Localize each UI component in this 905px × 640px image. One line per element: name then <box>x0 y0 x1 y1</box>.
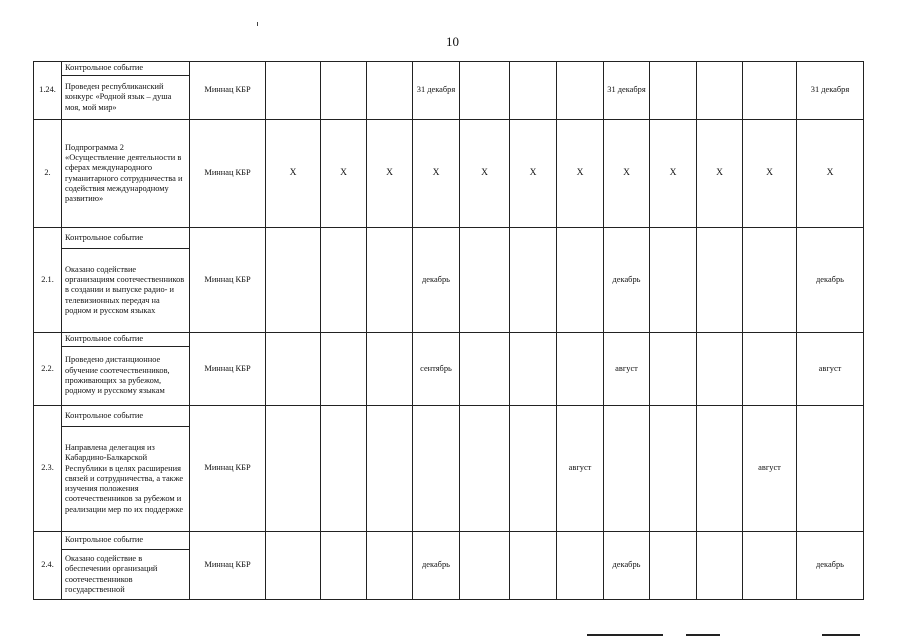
schedule-cell <box>321 228 367 333</box>
schedule-cell: декабрь <box>604 228 650 333</box>
schedule-cell <box>743 62 797 120</box>
schedule-cell: X <box>266 120 321 228</box>
schedule-cell: X <box>797 120 864 228</box>
page-number: 10 <box>446 34 459 49</box>
schedule-cell <box>697 62 743 120</box>
schedule-cell <box>266 62 321 120</box>
event-label: Контрольное событие <box>62 406 190 427</box>
schedule-cell <box>510 333 557 406</box>
row-number: 2.1. <box>34 228 62 333</box>
schedule-cell: X <box>510 120 557 228</box>
schedule-cell <box>460 406 510 532</box>
schedule-cell <box>321 333 367 406</box>
activity-name: Подпрограмма 2 «Осуществление деятельности в сферах международного гуманитарного сотрудничества и содействия международному развитию» <box>62 120 190 228</box>
schedule-cell: X <box>460 120 510 228</box>
schedule-cell <box>321 406 367 532</box>
activity-name: Направлена делегация из Кабардино-Балкарской Республики в целях расширения связей и сотрудничества, а также изучения положения соотечественников за рубежом и реализации мер по их поддержке <box>62 427 190 532</box>
schedule-cell: X <box>650 120 697 228</box>
executor: Миннац КБР <box>190 62 266 120</box>
schedule-cell: X <box>557 120 604 228</box>
schedule-cell: август <box>557 406 604 532</box>
schedule-cell <box>510 532 557 600</box>
schedule-cell <box>557 62 604 120</box>
schedule-cell: декабрь <box>797 228 864 333</box>
schedule-cell <box>367 228 413 333</box>
event-label: Контрольное событие <box>62 333 190 347</box>
row-number: 1.24. <box>34 62 62 120</box>
schedule-cell: X <box>604 120 650 228</box>
schedule-cell: X <box>743 120 797 228</box>
schedule-cell <box>650 228 697 333</box>
table-row <box>34 406 864 427</box>
activity-name: Проведен республиканский конкурс «Родной язык – душа моя, мой мир» <box>62 76 190 120</box>
schedule-cell: X <box>321 120 367 228</box>
executor: Миннац КБР <box>190 406 266 532</box>
schedule-cell <box>557 532 604 600</box>
schedule-cell <box>266 333 321 406</box>
event-label: Контрольное событие <box>62 62 190 76</box>
schedule-cell <box>697 228 743 333</box>
schedule-cell: 31 декабря <box>797 62 864 120</box>
schedule-cell <box>510 406 557 532</box>
row-number: 2.3. <box>34 406 62 532</box>
schedule-cell <box>460 532 510 600</box>
schedule-cell <box>797 406 864 532</box>
schedule-cell <box>367 406 413 532</box>
event-label: Контрольное событие <box>62 532 190 550</box>
schedule-cell <box>460 333 510 406</box>
schedule-cell: 31 декабря <box>413 62 460 120</box>
schedule-cell: август <box>604 333 650 406</box>
schedule-cell <box>266 406 321 532</box>
schedule-cell <box>557 228 604 333</box>
schedule-cell <box>650 62 697 120</box>
schedule-cell <box>697 406 743 532</box>
schedule-cell <box>321 62 367 120</box>
schedule-cell: X <box>697 120 743 228</box>
row-number: 2. <box>34 120 62 228</box>
schedule-cell <box>743 333 797 406</box>
schedule-cell <box>460 62 510 120</box>
table-row <box>34 532 864 550</box>
schedule-cell <box>650 333 697 406</box>
schedule-cell <box>367 62 413 120</box>
schedule-cell <box>367 532 413 600</box>
scan-mark <box>822 634 860 636</box>
scan-mark <box>686 634 720 636</box>
schedule-cell: декабрь <box>413 532 460 600</box>
executor: Миннац КБР <box>190 228 266 333</box>
activity-name: Проведено дистанционное обучение соотечественников, проживающих за рубежом, родному и русскому языкам <box>62 347 190 406</box>
activity-name: Оказано содействие в обеспечении организаций соотечественников государственной <box>62 550 190 600</box>
schedule-cell <box>321 532 367 600</box>
activity-name: Оказано содействие организациям соотечественников в создании и выпуске радио- и телевизионных передач на родном и русском языках <box>62 249 190 333</box>
schedule-cell: август <box>797 333 864 406</box>
schedule-cell <box>743 228 797 333</box>
schedule-cell: X <box>413 120 460 228</box>
schedule-cell <box>604 406 650 532</box>
schedule-cell <box>650 532 697 600</box>
scan-mark <box>587 634 663 636</box>
schedule-cell: декабрь <box>413 228 460 333</box>
table-row <box>34 228 864 249</box>
schedule-cell <box>510 62 557 120</box>
scan-dot <box>257 22 258 26</box>
schedule-cell <box>266 228 321 333</box>
executor: Миннац КБР <box>190 532 266 600</box>
executor: Миннац КБР <box>190 120 266 228</box>
schedule-cell: сентябрь <box>413 333 460 406</box>
schedule-cell: декабрь <box>604 532 650 600</box>
event-label: Контрольное событие <box>62 228 190 249</box>
schedule-table <box>33 61 864 600</box>
row-number: 2.2. <box>34 333 62 406</box>
schedule-cell <box>557 333 604 406</box>
schedule-cell <box>743 532 797 600</box>
table-row <box>34 333 864 347</box>
schedule-cell <box>510 228 557 333</box>
schedule-cell <box>367 333 413 406</box>
schedule-cell <box>650 406 697 532</box>
table-row <box>34 120 864 228</box>
schedule-cell: X <box>367 120 413 228</box>
table-row <box>34 62 864 76</box>
executor: Миннац КБР <box>190 333 266 406</box>
schedule-cell: 31 декабря <box>604 62 650 120</box>
schedule-cell <box>697 532 743 600</box>
schedule-cell <box>266 532 321 600</box>
schedule-cell: август <box>743 406 797 532</box>
schedule-cell <box>460 228 510 333</box>
schedule-cell <box>697 333 743 406</box>
schedule-cell: декабрь <box>797 532 864 600</box>
schedule-cell <box>413 406 460 532</box>
row-number: 2.4. <box>34 532 62 600</box>
